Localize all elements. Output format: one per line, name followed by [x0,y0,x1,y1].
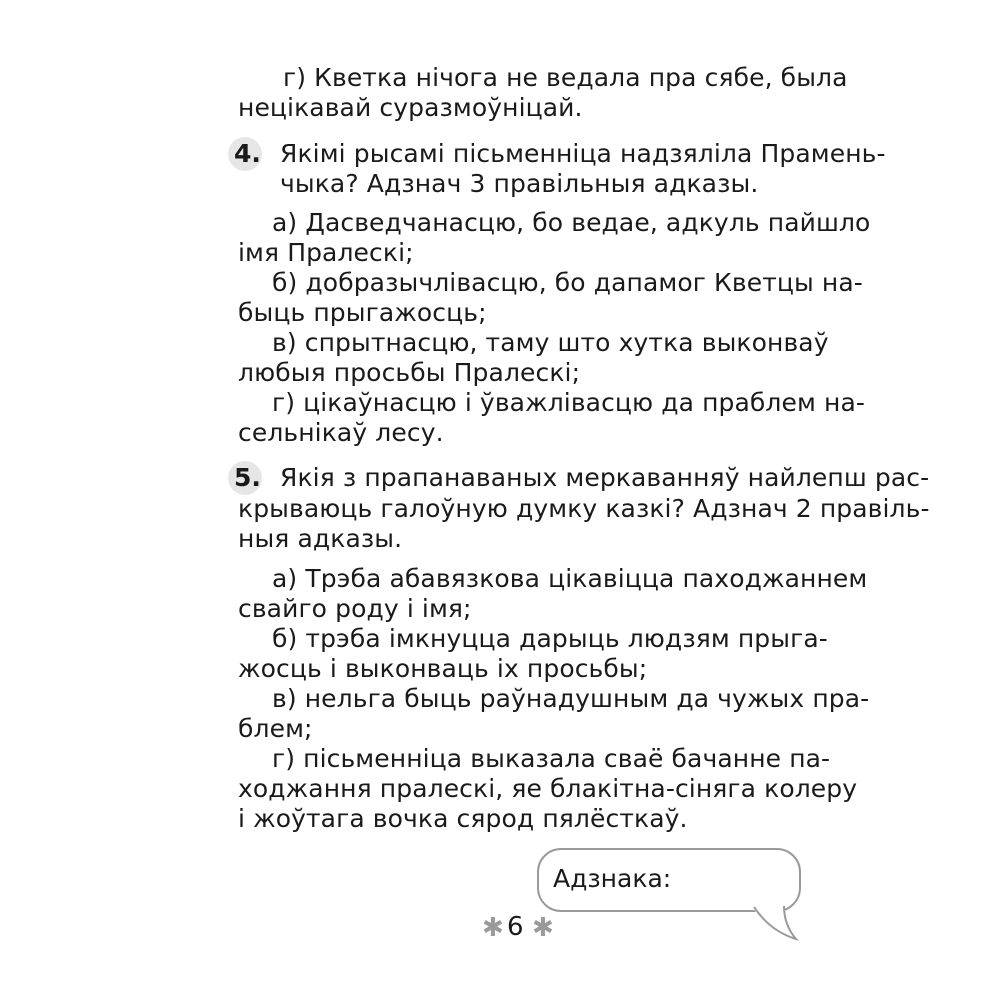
question-5-number: 5. [234,463,261,492]
q5-option-line: жосць і выконваць іх просьбы; [238,654,648,683]
q3-option-g-line-2: нецікавай суразмоўніцай. [238,93,583,122]
q4-option-line: в) спрытнасцю, таму што хутка выконваў [272,328,829,357]
question-5-text-line-1: Якія з прапанаваных меркаванняў найлепш рас- [280,463,930,492]
q4-option-line: б) добразычлівасцю, бо дапамог Кветцы на- [272,268,863,297]
q4-option-line: сельнікаў лесу. [238,418,444,447]
q5-option-line: г) пісьменніца выказала сваё бачанне па- [272,744,831,773]
q4-option-line: г) цікаўнасцю і ўважлівасцю да праблем на- [272,388,865,417]
question-5-text-line-2: крываюць галоўную думку казкі? Адзнач 2 правіль- [238,494,930,523]
q5-option-line: а) Трэба абавязкова цікавіцца паходжаннем [272,564,868,593]
q4-option-line: любыя просьбы Пралескі; [238,358,581,387]
q5-option-line: свайго роду і імя; [238,594,472,623]
q4-option-line: а) Дасведчанасцю, бо ведае, адкуль пайшло [272,208,871,237]
q4-option-line: імя Пралескі; [238,238,414,267]
asterisk-icon: ✱ [532,913,554,943]
q3-option-g-line-1: г) Кветка нічога не ведала пра сябе, была [283,63,848,92]
question-4-text-line-2: чыка? Адзнач 3 правільныя адказы. [280,169,759,198]
q5-option-line: ходжання пралескі, яе блакітна-сіняга колеру [238,774,858,803]
bubble-tail-icon [740,895,800,945]
page-number: 6 [507,912,524,942]
q5-option-line: і жоўтага вочка сярод пялёсткаў. [238,804,688,833]
question-4-text-line-1: Якімі рысамі пісьменніца надзяліла Прамень- [280,139,886,168]
q4-option-line: быць прыгажосць; [238,298,487,327]
q5-option-line: б) трэба імкнуцца дарыць людзям прыга- [272,624,828,653]
asterisk-icon: ✱ [482,913,504,943]
q5-option-line: в) нельга быць раўнадушным да чужых пра- [272,684,870,713]
grade-label: Адзнака: [553,864,672,893]
question-5-text-line-3: ныя адказы. [238,524,403,553]
q5-option-line: блем; [238,714,313,743]
question-4-number: 4. [234,139,261,168]
